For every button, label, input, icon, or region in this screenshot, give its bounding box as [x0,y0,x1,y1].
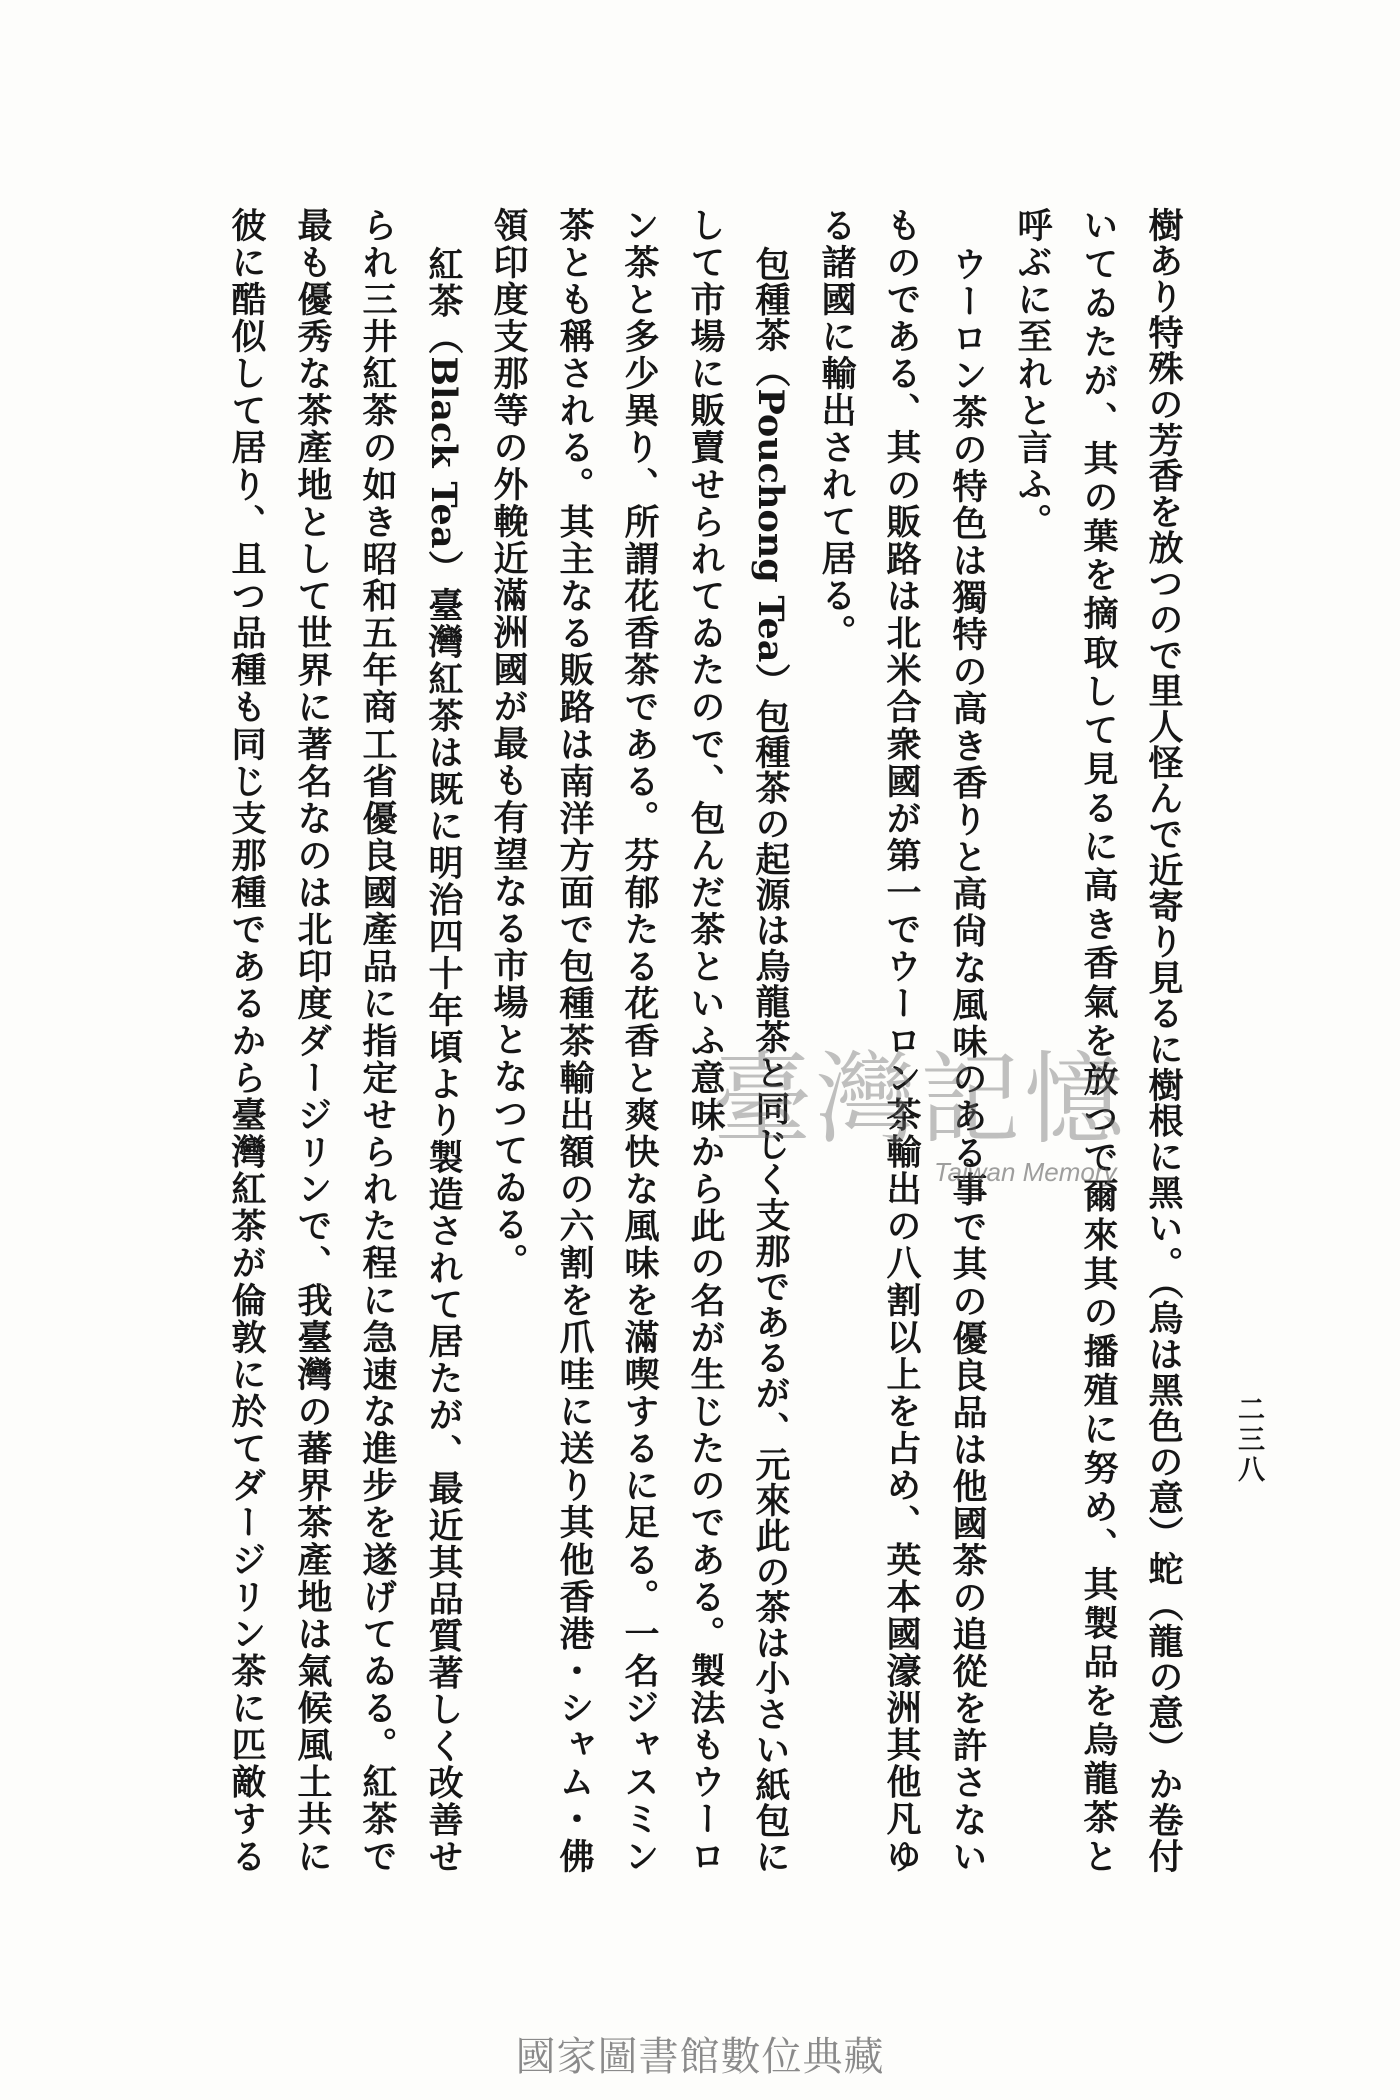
text-column-12: 紅茶（Black Tea）臺灣紅茶は既に明治四十年頃より製造されて居たが、最近其品質著しく改善せ [423,245,464,1873]
text-column-13: られ三井紅茶の如き昭和五年商工省優良國產品に指定せられた程に急速な進步を遂げてゐる。紅茶で [357,207,398,1873]
text-column-4: ウーロン茶の特色は獨特の高き香りと高尙な風味のある事で其の優良品は他國茶の追從を許さない [947,245,988,1873]
text-column-1: 樹あり特殊の芳香を放つので里人怪んで近寄り見るに樹根に黑い。（烏は黑色の意）蛇（龍の意）か卷付 [1143,207,1184,1873]
text-column-7: 包種茶（Pouchong Tea）包種茶の起源は烏龍茶と同じく支那であるが、元來此の茶は小さい紙包に [750,245,791,1873]
watermark-logo-text: 臺灣記憶 [712,1041,1128,1158]
library-footer: 國家圖書館數位典藏 [515,2034,885,2080]
text-column-8: して市場に販賣せられてゐたので、包んだ茶といふ意味から此の名が生じたのである。製法もウーロ [685,207,726,1873]
text-column-9: ン茶と多少異り、所謂花香茶である。芬郁たる花香と爽快な風味を滿喫するに足る。一名ジャスミン [619,207,660,1873]
text-column-10: 茶とも稱される。其主なる販路は南洋方面で包種茶輸出額の六割を爪哇に送り其他香港・シャム・佛 [554,207,595,1873]
text-column-11: 領印度支那等の外輓近滿洲國が最も有望なる市場となつてゐる。 [488,207,529,1280]
text-column-2: いてゐたが、其の葉を摘取して見るに高き香氣を放つで爾來其の播殖に努め、其製品を烏龍茶と [1078,207,1119,1873]
text-column-3: 呼ぶに至れと言ふ。 [1012,207,1053,540]
page-number: 二三八 [1233,1395,1264,1485]
watermark-subtitle: Taiwan Memory [934,1157,1117,1187]
text-column-5: ものである、其の販路は北米合衆國が第一でウーロン茶輸出の八割以上を占め、英本國濠洲其他凡ゆ [881,207,922,1873]
text-column-14: 最も優秀な茶產地として世界に著名なのは北印度ダージリンで、我臺灣の蕃界茶產地は氣候風土共に [292,207,333,1873]
text-column-15: 彼に酷似して居り、且つ品種も同じ支那種であるから臺灣紅茶が倫敦に於てダージリン茶に匹敵する [226,207,267,1873]
text-column-6: る諸國に輸出されて居る。 [816,207,857,651]
